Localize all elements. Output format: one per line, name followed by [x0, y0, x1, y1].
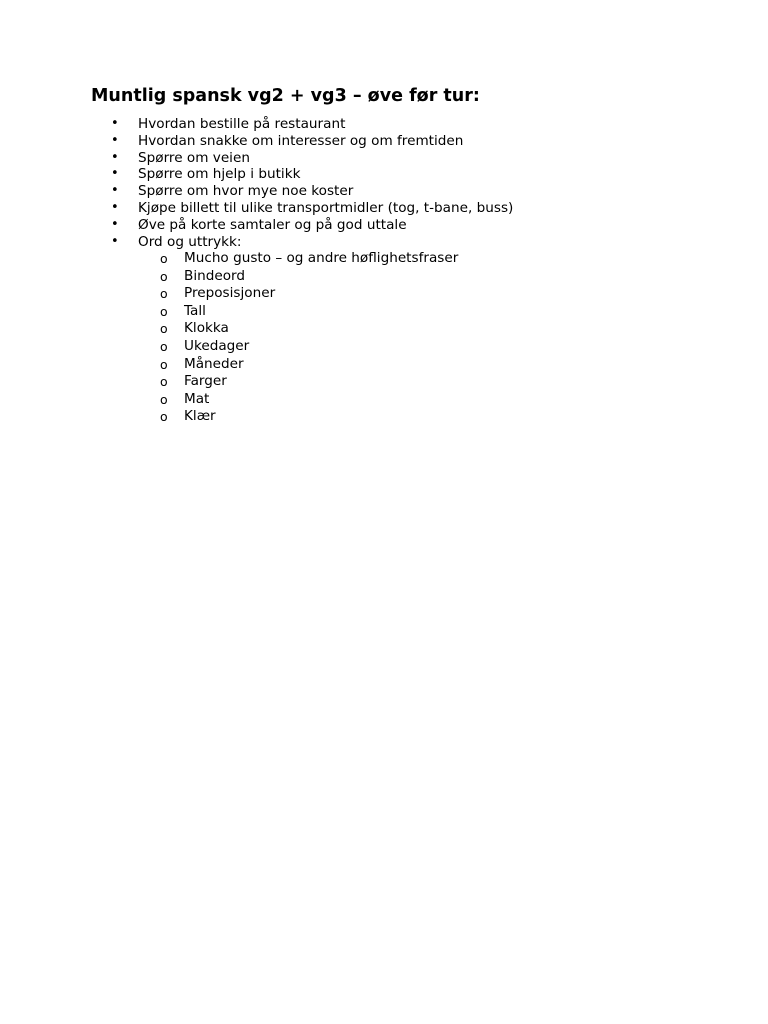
list-item-text: Ord og uttrykk:: [138, 233, 242, 250]
list-item-text: Spørre om hjelp i butikk: [138, 166, 301, 183]
sub-list-item-text: Klær: [184, 408, 216, 425]
sub-list-item-text: Måneder: [184, 355, 244, 372]
document-title: Muntlig spansk vg2 + vg3 – øve før tur:: [91, 86, 480, 106]
list-item-text: Hvordan snakke om interesser og om fremtiden: [138, 132, 464, 149]
bullet-icon: •: [111, 116, 119, 131]
sub-bullet-icon: o: [160, 409, 168, 425]
bullet-icon: •: [111, 233, 119, 249]
list-item-text: Spørre om veien: [138, 149, 250, 166]
sub-list-item-text: Bindeord: [184, 267, 246, 284]
sub-list-item-text: Tall: [184, 302, 206, 319]
list-item-text: Kjøpe billett til ulike transportmidler (tog, t-bane, buss): [138, 199, 514, 216]
sub-list-item-text: Ukedager: [184, 337, 250, 354]
bullet-icon: •: [111, 183, 119, 199]
sub-bullet-icon: o: [160, 356, 168, 372]
sub-bullet-icon: o: [160, 374, 168, 390]
bullet-icon: •: [111, 149, 119, 165]
sub-list-item-text: Mat: [184, 390, 210, 407]
sub-bullet-icon: o: [160, 303, 168, 319]
sub-bullet-icon: o: [160, 391, 168, 407]
bullet-icon: •: [111, 132, 119, 148]
sub-list-item-text: Klokka: [184, 320, 229, 337]
sub-list-item-text: Preposisjoner: [184, 285, 276, 302]
sub-bullet-icon: o: [160, 251, 168, 266]
sub-bullet-icon: o: [160, 268, 168, 284]
bullet-icon: •: [111, 199, 119, 215]
list-item-text: Hvordan bestille på restaurant: [138, 116, 346, 132]
bullet-icon: •: [111, 216, 119, 232]
sub-bullet-icon: o: [160, 321, 168, 337]
sub-list-item-text: Farger: [184, 373, 227, 390]
sub-list-item-text: Mucho gusto – og andre høflighetsfraser: [184, 250, 459, 266]
bullet-icon: •: [111, 166, 119, 182]
list-item-text: Spørre om hvor mye noe koster: [138, 183, 354, 200]
sub-bullet-icon: o: [160, 286, 168, 302]
list-item-text: Øve på korte samtaler og på god uttale: [138, 216, 407, 233]
sub-bullet-icon: o: [160, 338, 168, 354]
